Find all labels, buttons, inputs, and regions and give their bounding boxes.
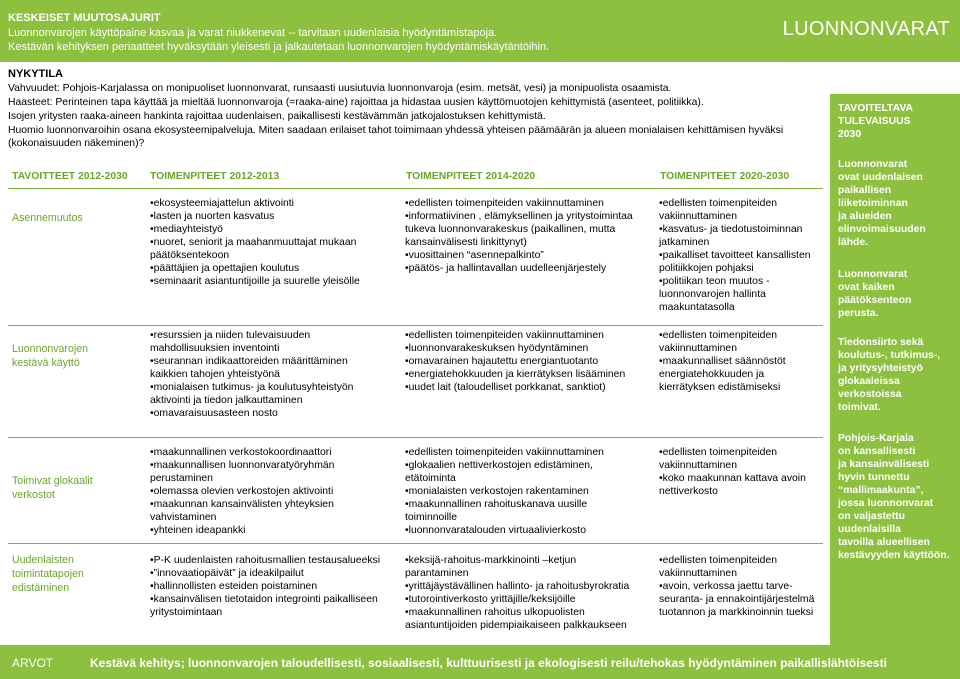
driver-line-2: Kestävän kehityksen periaatteet hyväksytään yleisesti ja jalkautetaan luonnonvarojen hyödyntämiskäytäntöihin. — [8, 41, 550, 53]
current-state-line: Isojen yritysten raaka-aineen hankinta rajoittaa uudenlaisen, paikallisesti kestävämmän jatkojalostuksen kehittymistä. — [8, 111, 546, 122]
current-state-title: NYKYTILA — [8, 68, 63, 80]
measures-cell: •P-K uudenlaisten rahoitusmallien testausalueeksi •”innovaatiopäivät” ja ideakilpailut •hallinnollisten esteiden poistaminen •kansainvälisen tietotaidon integrointi paikalliseen yritystoimintaan — [150, 555, 381, 618]
measures-cell: •edellisten toimenpiteiden vakiinnuttaminen •glokaalien nettiverkostojen edistäminen, etätoiminta •monialaisten verkostojen rakentaminen •maakunnallinen rahoituskanava uusille toiminnoille •luonnonvaratalouden virtuaalivierkosto — [405, 447, 604, 536]
measures-2020-heading: TOIMENPITEET 2020-2030 — [660, 171, 790, 182]
goal-label: Asennemuutos — [12, 212, 83, 224]
drivers-title: KESKEISET MUUTOSAJURIT — [8, 12, 161, 24]
target-title: TAVOITELTAVA TULEVAISUUS 2030 — [838, 103, 914, 140]
row-divider — [8, 437, 823, 438]
current-state-line: (kokonaisuuden näkeminen)? — [8, 138, 145, 149]
row-divider — [8, 325, 823, 326]
target-block-1: Luonnonvarat ovat uudenlaisen paikallisen liiketoiminnan ja alueiden elinvoimaisuuden lähde. — [838, 159, 926, 248]
measures-cell: •resurssien ja niiden tulevaisuuden mahdollisuuksien inventointi •seurannan indikaattoreiden määrittäminen kaikkien tahojen yhteistyönä •monialaisen tutkimus- ja koulutusyhteistyön aktivointi ja tiedon jalkauttaminen •omavaraisuusasteen nosto — [150, 330, 354, 419]
row-divider — [8, 543, 823, 544]
current-state-line: Haasteet: Perinteinen tapa käyttää ja mieltää luonnonvaroja (=raaka-aine) rajoittaa ja hidastaa uusien käyttömuotojen kehittymistä (asenteet, politiikka). — [8, 97, 704, 108]
target-block-3: Tiedonsiirto sekä koulutus-, tutkimus-, ja yritysyhteistyö glokaaleissa verkostoissa toimivat. — [838, 337, 941, 413]
measures-cell: •edellisten toimenpiteiden vakiinnuttaminen •kasvatus- ja tiedotustoiminnan jatkaminen •paikalliset tavoitteet kansallisten politiikkojen pohjaksi •politiikan teon muutos - luonnonvarojen hallinta maakuntatasolla — [659, 198, 811, 313]
goals-heading: TAVOITTEET 2012-2030 — [12, 171, 128, 182]
goal-label: Uudenlaisten toimintatapojen edistäminen — [12, 554, 84, 594]
measures-cell: •edellisten toimenpiteiden vakiinnuttaminen •maakunnalliset säännöstöt energiatehokkuuden ja kierrätyksen edistämiseksi — [659, 330, 786, 393]
measures-cell: •maakunnallinen verkostokoordinaattori •maakunnallisen luonnonvaratyöryhmän perustaminen •olemassa olevien verkostojen aktivointi •maakunnan kansainvälisten yhteyksien vahvistaminen •yhteinen ideapankki — [150, 447, 335, 536]
measures-2012-heading: TOIMENPITEET 2012-2013 — [150, 171, 280, 182]
measures-cell: •edellisten toimenpiteiden vakiinnuttaminen •luonnonvarakeskuksen hyödyntäminen •omavarainen hajautettu energiantuotanto •energiatehokkuuden ja kierrätyksen lisääminen •uudet lait (taloudelliset porkkanat, sanktiot) — [405, 330, 626, 393]
values-text: Kestävä kehitys; luonnonvarojen taloudellisesti, sosiaalisesti, kulttuurisesti ja ekologisesti reilu/tehokas hyödyntäminen paikallislähtöisesti — [90, 656, 887, 670]
values-label: ARVOT — [12, 656, 54, 670]
measures-2014-heading: TOIMENPITEET 2014-2020 — [406, 171, 536, 182]
goal-label: Luonnonvarojen kestävä käyttö — [12, 343, 88, 369]
measures-cell: •ekosysteemiajattelun aktivointi •lasten ja nuorten kasvatus •mediayhteistyö •nuoret, seniorit ja maahanmuuttajat mukaan päätöksentekoon •päättäjien ja opettajien koulutus •seminaarit asiantuntijoille ja suurelle yleisölle — [150, 198, 360, 287]
measures-cell: •edellisten toimenpiteiden vakiinnuttaminen •informatiivinen , elämyksellinen ja yritystoimintaa tukeva luonnonvarakeskus (paikallinen, mutta kansainvälisesti linkittynyt) •vuosittainen “asennepalkinto” •päätös- ja hallintavallan uudelleenjärjestely — [405, 198, 633, 274]
current-state-line: Huomio luonnonvaroihin osana ekosysteemipalveluja. Miten saadaan erilaiset tahot toimimaan yhdessä yhteisen päämäärän ja alueen monialaisen kehittämisen hyväksi — [8, 125, 784, 136]
measures-cell: •edellisten toimenpiteiden vakiinnuttaminen •koko maakunnan kattava avoin nettiverkosto — [659, 447, 806, 497]
measures-cell: •edellisten toimenpiteiden vakiinnuttaminen •avoin, verkossa jaettu tarve- seuranta- ja ennakointijärjestelmä tuotannon ja markkinoinnin tueksi — [659, 555, 815, 618]
goal-label: Toimivat glokaalit verkostot — [12, 475, 93, 501]
target-block-4: Pohjois-Karjala on kansallisesti ja kansainvälisesti hyvin tunnettu “mallimaakunta”, jossa luonnonvarat on valjastettu uudenlaisilla tavoilla alueellisen kestävyyden käyttöön. — [838, 433, 950, 561]
brand-title: LUONNONVARAT — [782, 18, 950, 40]
row-divider — [8, 188, 823, 189]
measures-cell: •keksijä-rahoitus-markkinointi –ketjun parantaminen •yrittäjäystävällinen hallinto- ja rahoitusbyrokratia •tutorointiverkosto yrittäjille/keksijöille •maakunnallinen rahoitus ulkopuolisten asiantuntijoiden pidempiaikaiseen palkkaukseen — [405, 555, 630, 631]
driver-line-1: Luonnonvarojen käyttöpaine kasvaa ja varat niukkenevat -- tarvitaan uudenlaisia hyödyntämistapoja. — [8, 27, 498, 39]
current-state-line: Vahvuudet: Pohjois-Karjalassa on monipuoliset luonnonvarat, runsaasti uusiutuvia luonnonvaroja (esim. metsät, vesi) ja monipuolista osaamista. — [8, 83, 672, 94]
target-block-2: Luonnonvarat ovat kaiken päätöksenteon perusta. — [838, 269, 912, 319]
